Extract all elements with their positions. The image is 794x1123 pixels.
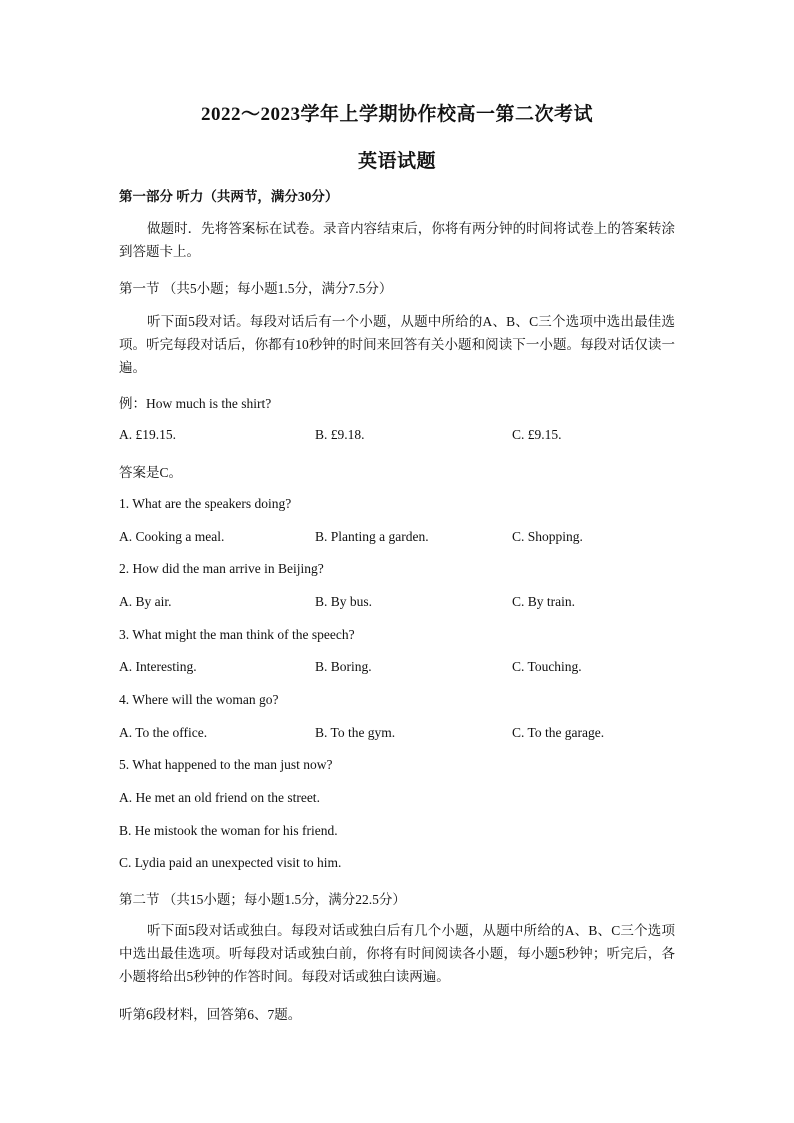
example-answer: 答案是C。 <box>119 465 183 480</box>
q4-option-c: C. To the garage. <box>512 725 605 740</box>
example-option-b: B. £9.18. <box>315 427 365 442</box>
q1-option-b: B. Planting a garden. <box>315 529 429 544</box>
section1-heading: 第一节 （共5小题；每小题1.5分，满分7.5分） <box>119 281 393 296</box>
question-2: 2. How did the man arrive in Beijing? <box>119 561 324 576</box>
question-1: 1. What are the speakers doing? <box>119 496 292 511</box>
q2-option-b: B. By bus. <box>315 594 373 609</box>
section2-heading: 第二节 （共15小题；每小题1.5分，满分22.5分） <box>119 892 406 907</box>
example-question: 例：How much is the shirt? <box>119 396 272 411</box>
q1-option-a: A. Cooking a meal. <box>119 529 225 544</box>
part1-heading: 第一部分 听力（共两节，满分30分） <box>119 189 339 204</box>
section2-instructions: 听下面5段对话或独白。每段对话或独白后有几个小题，从题中所给的A、B、C三个选项中选出最佳选项。听每段对话或独白前，你将有时间阅读各小题，每小题5秒钟；听完后，各小题将给出5秒钟的作答时间。每段对话或独白读两遍。 <box>119 923 675 984</box>
q3-option-c: C. Touching. <box>512 659 582 674</box>
q2-option-c: C. By train. <box>512 594 575 609</box>
q3-option-b: B. Boring. <box>315 659 372 674</box>
exam-subtitle: 英语试题 <box>357 151 436 172</box>
q5-option-b: B. He mistook the woman for his friend. <box>119 823 338 838</box>
question-4: 4. Where will the woman go? <box>119 692 279 707</box>
section2-next-material: 听第6段材料，回答第6、7题。 <box>119 1007 302 1022</box>
section1-instructions: 听下面5段对话。每段对话后有一个小题，从题中所给的A、B、C三个选项中选出最佳选项。听完每段对话后，你都有10秒钟的时间来回答有关小题和阅读下一小题。每段对话仅读一遍。 <box>119 314 675 375</box>
q4-option-b: B. To the gym. <box>315 725 396 740</box>
question-3: 3. What might the man think of the speech? <box>119 627 355 642</box>
q4-option-a: A. To the office. <box>119 725 208 740</box>
q5-option-c: C. Lydia paid an unexpected visit to him. <box>119 855 342 870</box>
example-option-c: C. £9.15. <box>512 427 562 442</box>
exam-title: 2022～2023学年上学期协作校高一第二次考试 <box>200 104 593 125</box>
q5-option-a: A. He met an old friend on the street. <box>119 790 320 805</box>
example-option-a: A. £19.15. <box>119 427 176 442</box>
part1-intro: 做题时．先将答案标在试卷。录音内容结束后，你将有两分钟的时间将试卷上的答案转涂到答题卡上。 <box>119 221 675 259</box>
q3-option-a: A. Interesting. <box>119 659 197 674</box>
q2-option-a: A. By air. <box>119 594 172 609</box>
question-5: 5. What happened to the man just now? <box>119 757 333 772</box>
q1-option-c: C. Shopping. <box>512 529 583 544</box>
